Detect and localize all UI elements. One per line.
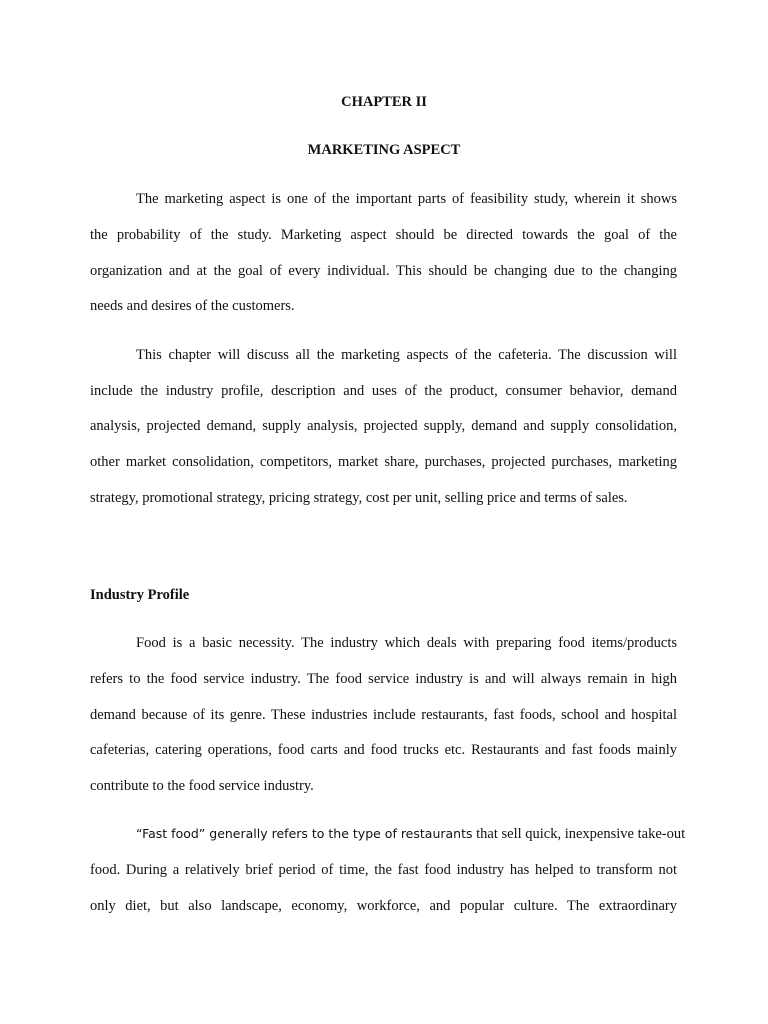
paragraph-2-line-3: analysis, projected demand, supply analysis, projected supply, demand and supply consolidation, [90, 418, 677, 434]
paragraph-3-line-3: demand because of its genre. These industries include restaurants, fast foods, school and hospital [90, 707, 677, 723]
paragraph-4-line-2: food. During a relatively brief period of time, the fast food industry has helped to transform not [90, 862, 677, 878]
paragraph-4-line-1-rest: that sell quick, inexpensive take-out [472, 826, 686, 842]
chapter-title: MARKETING ASPECT [307, 142, 461, 158]
chapter-heading: CHAPTER II [341, 94, 427, 110]
paragraph-2-line-4: other market consolidation, competitors, market share, purchases, projected purchases, marketing [90, 454, 677, 470]
paragraph-4-line-3: only diet, but also landscape, economy, workforce, and popular culture. The extraordinary [90, 898, 677, 914]
paragraph-3-line-4: cafeterias, catering operations, food carts and food trucks etc. Restaurants and fast foods mainly [90, 742, 677, 758]
paragraph-1-line-4: needs and desires of the customers. [90, 298, 295, 314]
paragraph-1-line-2: the probability of the study. Marketing aspect should be directed towards the goal of the [90, 227, 677, 243]
section-heading-industry-profile: Industry Profile [90, 587, 190, 603]
paragraph-3-line-1: Food is a basic necessity. The industry which deals with preparing food items/products [136, 635, 677, 651]
paragraph-4-line-1 [136, 824, 686, 844]
paragraph-3-line-2: refers to the food service industry. The food service industry is and will always remain in high [90, 671, 677, 687]
paragraph-1-line-1: The marketing aspect is one of the important parts of feasibility study, wherein it shows [136, 191, 677, 207]
paragraph-2-line-1: This chapter will discuss all the marketing aspects of the cafeteria. The discussion will [136, 347, 677, 363]
fast-food-quote: “Fast food” generally refers to the type of restaurants [136, 826, 473, 841]
paragraph-2-line-2: include the industry profile, description and uses of the product, consumer behavior, demand [90, 383, 677, 399]
paragraph-3-line-5: contribute to the food service industry. [90, 778, 314, 794]
paragraph-1-line-3: organization and at the goal of every individual. This should be changing due to the changing [90, 263, 677, 279]
paragraph-2-line-5: strategy, promotional strategy, pricing strategy, cost per unit, selling price and terms of sales. [90, 490, 628, 506]
